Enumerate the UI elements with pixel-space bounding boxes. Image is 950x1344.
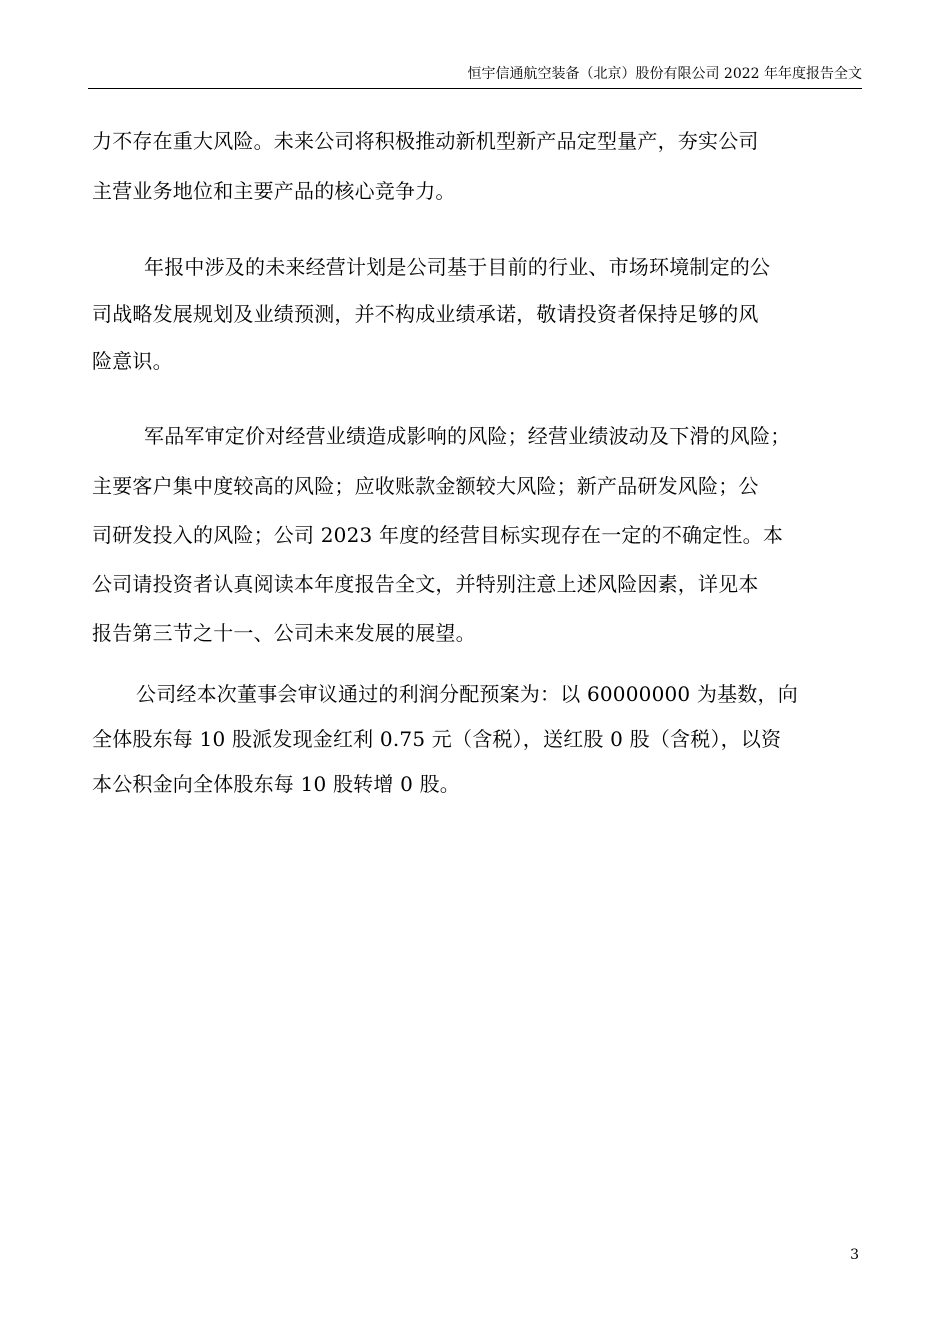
paragraph-line: 司研发投入的风险；公司 2023 年度的经营目标实现存在一定的不确定性。本 bbox=[92, 523, 784, 547]
paragraph-line: 报告第三节之十一、公司未来发展的展望。 bbox=[92, 621, 476, 645]
paragraph-line: 司战略发展规划及业绩预测，并不构成业绩承诺，敬请投资者保持足够的风 bbox=[92, 302, 759, 326]
paragraph-line: 险意识。 bbox=[92, 349, 173, 373]
header-title: 恒宇信通航空装备（北京）股份有限公司 2022 年年度报告全文 bbox=[467, 66, 862, 82]
paragraph-line: 力不存在重大风险。未来公司将积极推动新机型新产品定型量产，夯实公司 bbox=[92, 129, 759, 153]
paragraph-line: 本公积金向全体股东每 10 股转增 0 股。 bbox=[92, 772, 461, 796]
paragraph-line: 公司请投资者认真阅读本年度报告全文，并特别注意上述风险因素，详见本 bbox=[92, 572, 759, 596]
paragraph-line: 全体股东每 10 股派发现金红利 0.75 元（含税），送红股 0 股（含税），以资 bbox=[92, 727, 782, 751]
page-header bbox=[88, 66, 862, 89]
paragraph-line: 年报中涉及的未来经营计划是公司基于目前的行业、市场环境制定的公 bbox=[144, 255, 771, 279]
page-number: 3 bbox=[850, 1247, 859, 1263]
paragraph-line: 主营业务地位和主要产品的核心竞争力。 bbox=[92, 179, 456, 203]
paragraph-line: 军品军审定价对经营业绩造成影响的风险；经营业绩波动及下滑的风险； bbox=[144, 424, 791, 448]
paragraph-line: 公司经本次董事会审议通过的利润分配预案为：以 60000000 为基数，向 bbox=[136, 682, 798, 706]
paragraph-line: 主要客户集中度较高的风险；应收账款金额较大风险；新产品研发风险；公 bbox=[92, 474, 759, 498]
